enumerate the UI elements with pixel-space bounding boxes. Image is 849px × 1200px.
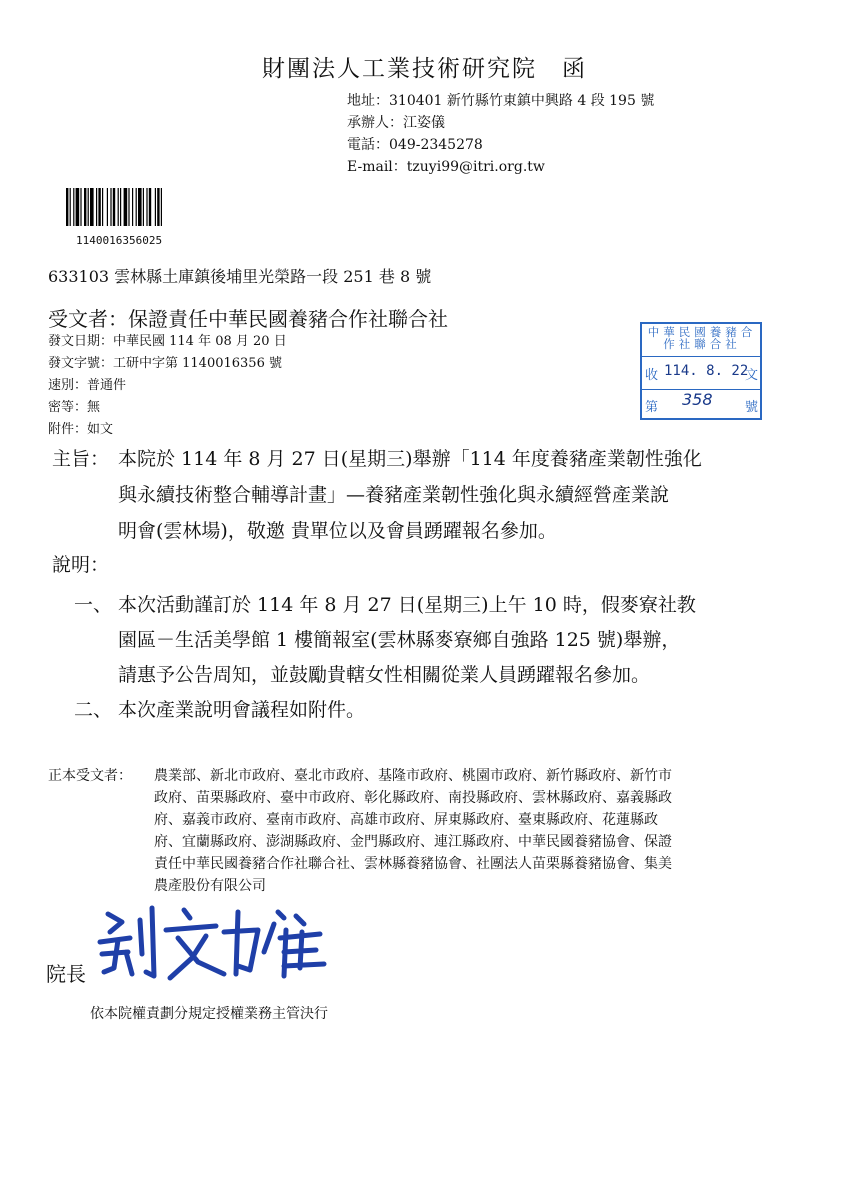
barcode-bar xyxy=(149,188,151,226)
barcode-bar xyxy=(146,188,147,226)
barcode-bar xyxy=(161,188,162,226)
barcode-bar xyxy=(110,188,111,226)
barcode-bar xyxy=(143,188,144,226)
barcode-bar xyxy=(107,188,108,226)
delegation-note: 依本院權責劃分規定授權業務主管決行 xyxy=(90,1006,328,1022)
stamp-doc-char: 文 xyxy=(745,368,759,383)
cc-label: 正本受文者： xyxy=(48,768,132,784)
speed-class: 速別：普通件 xyxy=(48,378,127,393)
barcode-bar xyxy=(113,188,115,226)
barcode-bar xyxy=(88,188,89,226)
cc-line: 農產股份有限公司 xyxy=(154,878,266,894)
subject-line: 本院於 114 年 8 月 27 日(星期三)舉辦「114 年度養豬產業韌性強化 xyxy=(118,448,702,470)
cc-line: 府、嘉義市政府、臺南市政府、高雄市政府、屏東縣政府、臺東縣政府、花蓮縣政 xyxy=(154,812,658,828)
sender-contact: 承辦人：江姿儀 xyxy=(347,115,445,131)
cc-line: 府、宜蘭縣政府、澎湖縣政府、金門縣政府、連江縣政府、中華民國養豬協會、保證 xyxy=(154,834,672,850)
stamp-organization: 中華民國養豬合作社聯合社 xyxy=(647,325,757,351)
item-line: 園區－生活美學館 1 樓簡報室(雲林縣麥寮鄉自強路 125 號)舉辦， xyxy=(118,629,681,651)
barcode-bar xyxy=(157,188,159,226)
barcode-bar xyxy=(98,188,100,226)
recipient-address: 633103 雲林縣土庫鎮後埔里光榮路一段 251 巷 8 號 xyxy=(48,267,432,286)
barcode-bar xyxy=(124,188,128,226)
sender-email: E-mail：tzuyi99@itri.org.tw xyxy=(347,159,545,175)
barcode-bar xyxy=(80,188,81,226)
barcode-bar xyxy=(138,188,142,226)
cc-line: 責任中華民國養豬合作社聯合社、雲林縣養豬協會、社團法人苗栗縣養豬協會、集美 xyxy=(154,856,672,872)
document-title: 財團法人工業技術研究院 函 xyxy=(262,56,587,82)
barcode-bar xyxy=(118,188,119,226)
barcode-bar xyxy=(90,188,94,226)
stamp-number: 358 xyxy=(682,390,713,409)
attachment-note: 附件：如文 xyxy=(48,422,114,437)
barcode-number: 1140016356025 xyxy=(76,234,163,247)
item-line: 本次活動謹訂於 114 年 8 月 27 日(星期三)上午 10 時，假麥寮社教 xyxy=(118,594,696,616)
barcode-bar xyxy=(136,188,137,226)
item-number: 一、 xyxy=(74,594,113,616)
subject-label: 主旨： xyxy=(52,448,110,470)
barcode-bar xyxy=(66,188,68,226)
document-number: 發文字號：工研中字第 1140016356 號 xyxy=(48,356,282,371)
description-label: 說明： xyxy=(52,554,110,576)
item-line: 本次產業說明會議程如附件。 xyxy=(118,699,366,721)
barcode-bar xyxy=(132,188,133,226)
stamp-date: 114. 8. 22 xyxy=(664,363,749,379)
sender-address: 地址：310401 新竹縣竹東鎮中興路 4 段 195 號 xyxy=(347,93,655,109)
barcode-bar xyxy=(70,188,71,226)
issue-date: 發文日期：中華民國 114 年 08 月 20 日 xyxy=(48,334,287,349)
barcode-image xyxy=(66,188,194,226)
stamp-date-row xyxy=(642,356,760,390)
item-number: 二、 xyxy=(74,699,113,721)
receipt-stamp xyxy=(640,322,762,420)
item-line: 請惠予公告周知，並鼓勵貴轄女性相關從業人員踴躍報名參加。 xyxy=(118,664,651,686)
signature-image xyxy=(88,902,338,986)
subject-line: 明會(雲林場)，敬邀 貴單位以及會員踴躍報名參加。 xyxy=(118,520,557,542)
barcode-bar xyxy=(102,188,103,226)
stamp-no-char: 第 xyxy=(645,400,659,415)
secrecy-level: 密等：無 xyxy=(48,400,101,415)
cc-line: 政府、苗栗縣政府、臺中市政府、彰化縣政府、南投縣政府、雲林縣政府、嘉義縣政 xyxy=(154,790,672,806)
barcode-bar xyxy=(96,188,97,226)
cc-line: 農業部、新北市政府、臺北市政府、基隆市政府、桃園市政府、新竹縣政府、新竹市 xyxy=(154,768,672,784)
recipient: 受文者：保證責任中華民國養豬合作社聯合社 xyxy=(48,307,448,331)
barcode-bar xyxy=(120,188,121,226)
barcode-bar xyxy=(76,188,80,226)
barcode-bar xyxy=(128,188,129,226)
subject-line: 與永續技術整合輔導計畫」—養豬產業韌性強化與永續經營產業說 xyxy=(118,484,670,506)
sender-phone: 電話：049-2345278 xyxy=(347,137,483,153)
barcode-bar xyxy=(155,188,156,226)
barcode-bar xyxy=(84,188,86,226)
stamp-hao-char: 號 xyxy=(745,400,759,415)
president-title: 院長 xyxy=(46,962,86,986)
barcode-bar xyxy=(73,188,74,226)
stamp-receive-char: 收 xyxy=(645,368,659,383)
